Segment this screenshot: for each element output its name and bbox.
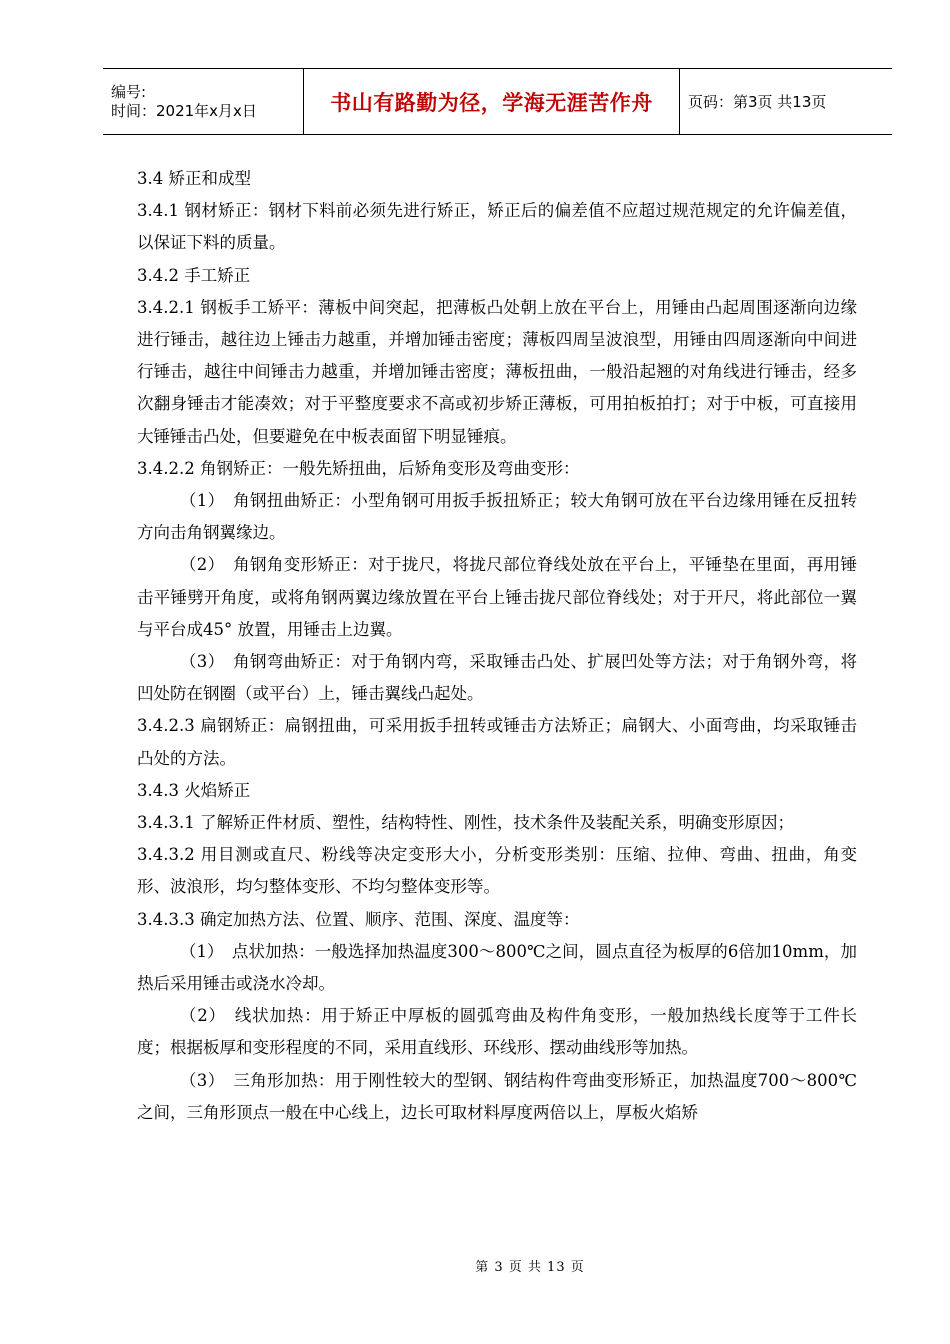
footer-page-number: 第 3 页 共 13 页: [475, 1260, 585, 1275]
paragraph: 3.4.1 钢材矫正：钢材下料前必须先进行矫正，矫正后的偏差值不应超过规范规定的允许偏差值，以保证下料的质量。: [137, 201, 857, 253]
document-body: [137, 163, 857, 1129]
paragraph: 3.4.2.3 扁钢矫正：扁钢扭曲，可采用扳手扭转或锤击方法矫正；扁钢大、小面弯曲，均采取锤击凸处的方法。: [137, 716, 857, 768]
paragraph: 3.4.3.2 用目测或直尺、粉线等决定变形大小，分析变形类别：压缩、拉伸、弯曲、扭曲，角变形、波浪形，均匀整体变形、不均匀整体变形等。: [137, 845, 857, 897]
document-number-label: 编号:: [111, 82, 147, 101]
document-time: 时间：2021年x月x日: [111, 101, 257, 120]
paragraph: （2） 线状加热：用于矫正中厚板的圆弧弯曲及构件角变形，一般加热线长度等于工件长度；根据板厚和变形程度的不同，采用直线形、环线形、摆动曲线形等加热。: [137, 1006, 857, 1058]
header-motto: 书山有路勤为径，学海无涯苦作舟: [330, 90, 653, 115]
header-motto-cell: [304, 69, 680, 134]
paragraph: 3.4.3.1 了解矫正件材质、塑性，结构特性、刚性，技术条件及装配关系，明确变形原因；: [137, 813, 794, 833]
paragraph: 3.4 矫正和成型: [137, 169, 251, 188]
paragraph: 3.4.2.1 钢板手工矫平：薄板中间突起，把薄板凸处朝上放在平台上，用锤由凸起周围逐渐向边缘进行锤击，越往边上锤击力越重，并增加锤击密度；薄板四周呈波浪型，用锤由四周逐渐向中间进行锤击，越往中间锤击力越重，并增加锤击密度；薄板扭曲，一般沿起翘的对角线进行锤击，经多次翻身锤击才能凑效；对于平整度要求不高或初步矫正薄板，可用拍板拍打；对于中板，可直接用大锤锤击凸处，但要避免在中板表面留下明显锤痕。: [137, 297, 857, 446]
paragraph: （3） 三角形加热：用于刚性较大的型钢、钢结构件弯曲变形矫正，加热温度700～800℃之间，三角形顶点一般在中心线上，边长可取材料厚度两倍以上，厚板火焰矫: [137, 1070, 857, 1122]
paragraph: 3.4.2.2 角钢矫正：一般先矫扭曲，后矫角变形及弯曲变形：: [137, 458, 580, 478]
paragraph: （2） 角钢角变形矫正：对于拢尺，将拢尺部位脊线处放在平台上，平锤垫在里面，再用锤击平锤劈开角度，或将角钢两翼边缘放置在平台上锤击拢尺部位脊线处；对于开尺，将此部位一翼与平台成45° 放置，用锤击上边翼。: [137, 555, 857, 639]
paragraph: 3.4.3.3 确定加热方法、位置、顺序、范围、深度、温度等：: [137, 909, 580, 929]
page-header: [103, 68, 892, 135]
header-meta-cell: [103, 69, 304, 134]
paragraph: （1） 点状加热：一般选择加热温度300～800℃之间，圆点直径为板厚的6倍加10mm，加热后采用锤击或浇水冷却。: [137, 941, 857, 994]
paragraph: （3） 角钢弯曲矫正：对于角钢内弯，采取锤击凸处、扩展凹处等方法；对于角钢外弯，将凹处防在钢圈（或平台）上，锤击翼线凸起处。: [137, 652, 857, 704]
paragraph: 3.4.2 手工矫正: [137, 265, 251, 285]
paragraph: 3.4.3 火焰矫正: [137, 780, 251, 800]
paragraph: （1） 角钢扭曲矫正：小型角钢可用扳手扳扭矫正；较大角钢可放在平台边缘用锤在反扭转方向击角钢翼缘边。: [137, 491, 857, 543]
header-page-info: 页码：第3页 共13页: [688, 93, 827, 111]
header-page-cell: [680, 69, 892, 134]
page-footer: [0, 1256, 950, 1275]
